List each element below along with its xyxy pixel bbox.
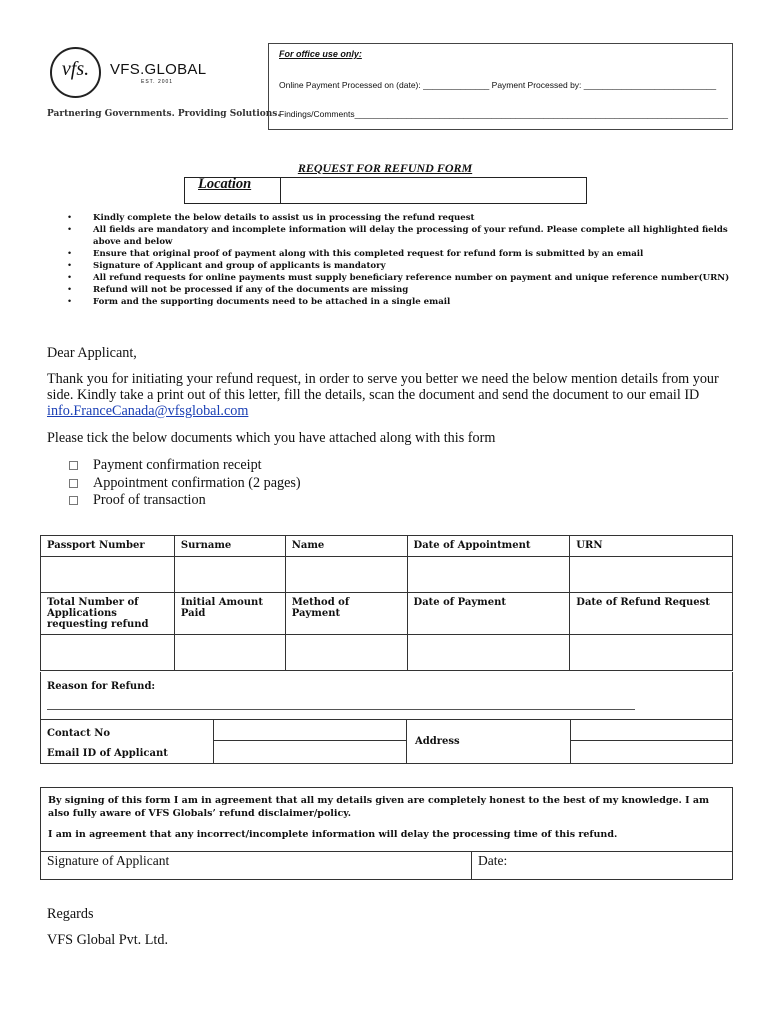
date-field[interactable] [473, 853, 732, 879]
divider [213, 720, 214, 764]
instruction-item: • Kindly complete the below details to assist us in processing the refund request [67, 213, 732, 225]
office-use-title: For office use only: [279, 49, 362, 59]
letter-paragraph-text: Thank you for initiating your refund request, in order to serve you better we need the below mention details from your side. Kindly take a print out of this letter, fill the details, scan the document and send the document to our email ID [47, 371, 719, 403]
company-name: VFS Global Pvt. Ltd. [47, 932, 169, 948]
date-of-payment-field[interactable] [407, 635, 570, 671]
urn-field[interactable] [570, 557, 733, 593]
instruction-item: • Signature of Applicant and group of applicants is mandatory [67, 261, 732, 273]
reason-label: Reason for Refund: [47, 681, 156, 692]
divider [570, 720, 571, 764]
regards: Regards [47, 906, 94, 922]
table-header-row [41, 593, 733, 635]
office-findings-line[interactable]: Findings/Comments_______________________________________________________________________________ [279, 109, 729, 119]
date-of-appointment-field[interactable] [407, 557, 570, 593]
name-field[interactable] [285, 557, 407, 593]
checklist-label: Proof of transaction [93, 492, 206, 508]
divider [213, 740, 407, 741]
header-name: Name [285, 536, 407, 557]
declaration-text: I am in agreement that any incorrect/incomplete information will delay the processing time of this refund. [48, 829, 618, 840]
header-surname: Surname [174, 536, 285, 557]
logo-mark: vfs. [61, 58, 90, 80]
applicant-details-table [40, 535, 733, 671]
header-date-of-refund-request: Date of Refund Request [570, 593, 733, 635]
reason-field[interactable] [47, 709, 635, 710]
signature-field[interactable] [42, 853, 470, 879]
header-passport-number: Passport Number [41, 536, 175, 557]
date-of-refund-request-field[interactable] [570, 635, 733, 671]
checkbox[interactable] [69, 496, 78, 505]
checklist-item [69, 475, 301, 493]
location-divider [280, 177, 281, 204]
instruction-item: • All refund requests for online payments must supply beneficiary reference number on payment and unique reference number(URN) [67, 273, 732, 285]
instruction-item: • Ensure that original proof of payment along with this completed request for refund form is submitted by an email [67, 249, 732, 261]
office-payment-line[interactable]: Online Payment Processed on (date): ______________ Payment Processed by: ____________________________ [279, 80, 717, 90]
header-method-of-payment: Method of Payment [285, 593, 407, 635]
total-applications-field[interactable] [41, 635, 175, 671]
declaration-text: By signing of this form I am in agreement that all my details given are completely honest to the best of my knowledge. I am also fully aware of VFS Globals’ refund disclaimer/policy. [48, 795, 710, 819]
date-label: Date: [478, 853, 508, 868]
email-field[interactable] [215, 742, 405, 762]
email-id-label: Email ID of Applicant [47, 748, 168, 759]
instructions-list [67, 213, 732, 308]
table-input-row [41, 557, 733, 593]
letter-paragraph [47, 371, 737, 419]
instruction-item: • All fields are mandatory and incomplete information will delay the processing of your refund. Please complete all highlighted fields above and below [67, 225, 732, 248]
table-input-row [41, 635, 733, 671]
header-urn: URN [570, 536, 733, 557]
checkbox[interactable] [69, 461, 78, 470]
divider [40, 851, 733, 852]
document-checklist [69, 457, 301, 510]
signature-label: Signature of Applicant [47, 853, 170, 868]
greeting: Dear Applicant, [47, 345, 137, 361]
address-field[interactable] [572, 721, 732, 763]
logo-name: VFS.GLOBAL [110, 61, 207, 78]
address-label: Address [415, 736, 460, 747]
tagline: Partnering Governments. Providing Solutions. [47, 109, 281, 119]
tick-instruction: Please tick the below documents which you have attached along with this form [47, 430, 496, 446]
header-date-of-payment: Date of Payment [407, 593, 570, 635]
reason-box [40, 672, 733, 720]
checklist-label: Appointment confirmation (2 pages) [93, 474, 301, 491]
checklist-item [69, 492, 301, 510]
checklist-item [69, 457, 301, 475]
header-total-applications: Total Number of Applications requesting refund [41, 593, 175, 635]
instruction-item: • Form and the supporting documents need to be attached in a single email [67, 297, 732, 309]
email-link[interactable]: info.FranceCanada@vfsglobal.com [47, 403, 249, 419]
divider [406, 720, 407, 764]
contact-label: Contact No [47, 728, 110, 739]
checkbox[interactable] [69, 479, 78, 488]
logo-est: EST. 2001 [141, 79, 174, 85]
location-label: Location [198, 176, 252, 192]
passport-number-field[interactable] [41, 557, 175, 593]
contact-field[interactable] [215, 721, 405, 739]
header-date-of-appointment: Date of Appointment [407, 536, 570, 557]
checklist-label: Payment confirmation receipt [93, 457, 262, 473]
table-header-row [41, 536, 733, 557]
surname-field[interactable] [174, 557, 285, 593]
location-field[interactable] [286, 182, 581, 200]
instruction-item: • Refund will not be processed if any of the documents are missing [67, 285, 732, 297]
initial-amount-field[interactable] [174, 635, 285, 671]
divider [471, 851, 472, 880]
method-of-payment-field[interactable] [285, 635, 407, 671]
header-initial-amount: Initial Amount Paid [174, 593, 285, 635]
form-title: REQUEST FOR REFUND FORM [297, 161, 473, 175]
